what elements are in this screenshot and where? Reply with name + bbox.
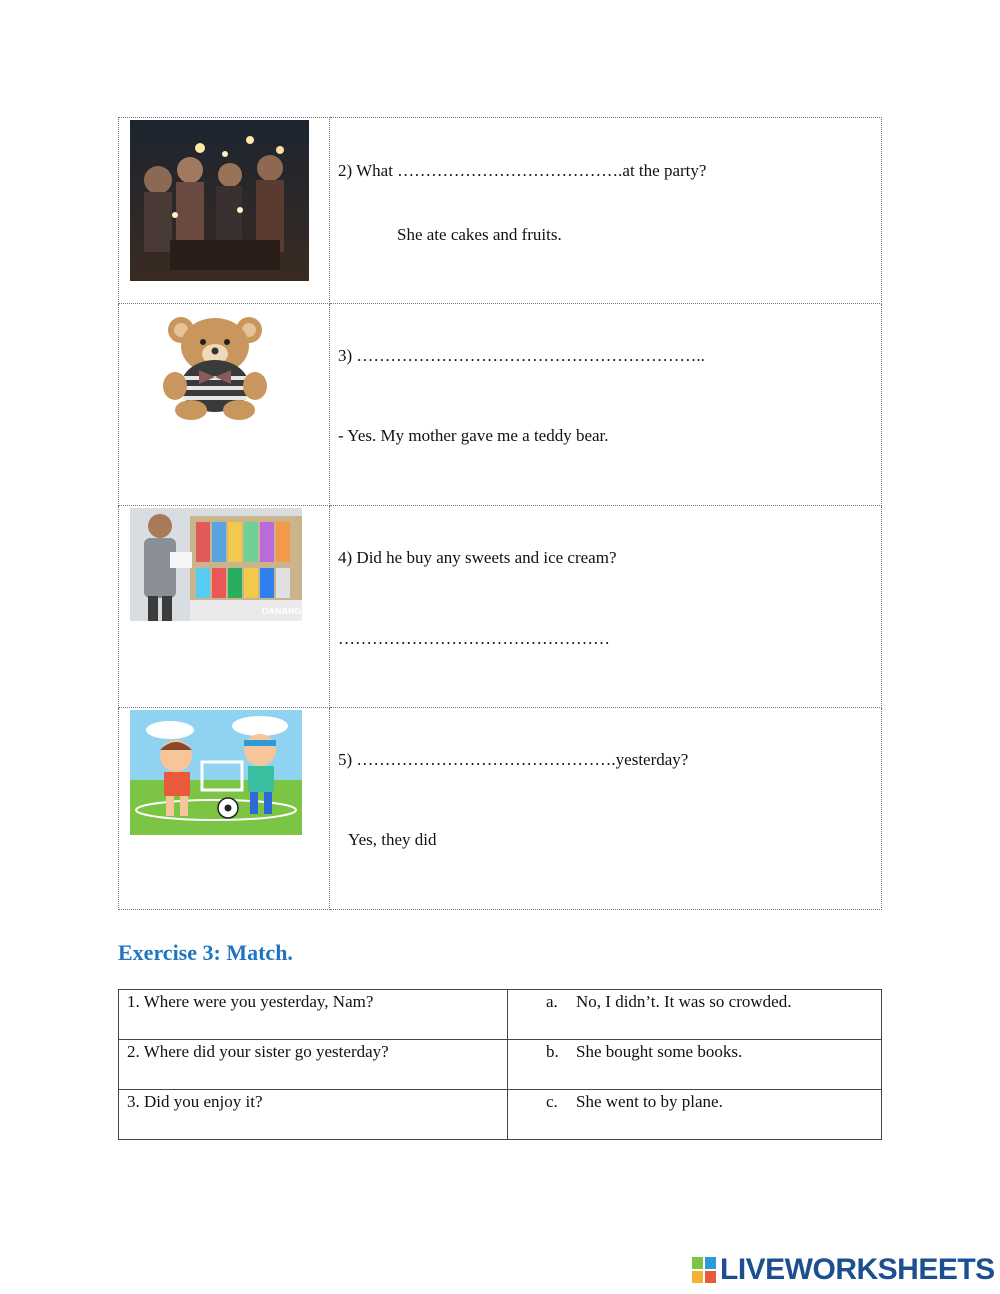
match-question[interactable]: 1. Where were you yesterday, Nam? — [119, 990, 508, 1040]
questions-table — [118, 117, 882, 910]
match-row — [119, 1090, 882, 1140]
live-badge-icon — [692, 1257, 716, 1283]
question-prompt: 5) ……………………………………….yesterday? — [338, 750, 689, 769]
match-question[interactable]: 3. Did you enjoy it? — [119, 1090, 508, 1140]
match-letter: b. — [546, 1042, 559, 1061]
question-prompt: 3) …………………………………………………….. — [338, 346, 705, 365]
match-letter: a. — [546, 992, 558, 1011]
teddy-bear-photo — [161, 314, 269, 420]
match-row — [119, 990, 882, 1040]
image-cell — [119, 708, 330, 910]
match-answer-cell[interactable] — [508, 1040, 882, 1090]
question-prompt: 4) Did he buy any sweets and ice cream? — [338, 548, 617, 567]
party-photo — [130, 120, 309, 281]
question-answer: Yes, they did — [348, 830, 437, 849]
bookstore-photo — [130, 508, 302, 621]
question-answer: - Yes. My mother gave me a teddy bear. — [338, 426, 609, 445]
question-answer: She ate cakes and fruits. — [397, 225, 562, 244]
bookstore-watermark: DANANG — [262, 606, 302, 616]
match-letter: c. — [546, 1092, 558, 1111]
match-answer-cell[interactable] — [508, 1090, 882, 1140]
question-cell — [330, 506, 882, 708]
image-cell — [119, 118, 330, 304]
question-cell — [330, 708, 882, 910]
match-table — [118, 989, 882, 1140]
match-row — [119, 1040, 882, 1090]
match-answer: She bought some books. — [576, 1042, 743, 1061]
image-cell — [119, 506, 330, 708]
match-answer-cell[interactable] — [508, 990, 882, 1040]
match-answer: No, I didn’t. It was so crowded. — [576, 992, 792, 1011]
question-prompt: 2) What ………………………………….at the party? — [338, 161, 707, 180]
image-cell — [119, 304, 330, 506]
liveworksheets-logo[interactable] — [692, 1254, 995, 1286]
exercise-3-title: Exercise 3: Match. — [118, 940, 293, 965]
answer-blank[interactable]: ………………………………………… — [338, 629, 610, 648]
match-question[interactable]: 2. Where did your sister go yesterday? — [119, 1040, 508, 1090]
logo-text: LIVEWORKSHEETS — [720, 1253, 995, 1286]
kids-football-illustration — [130, 710, 302, 835]
match-answer: She went to by plane. — [576, 1092, 723, 1111]
question-cell — [330, 304, 882, 506]
question-cell — [330, 118, 882, 304]
